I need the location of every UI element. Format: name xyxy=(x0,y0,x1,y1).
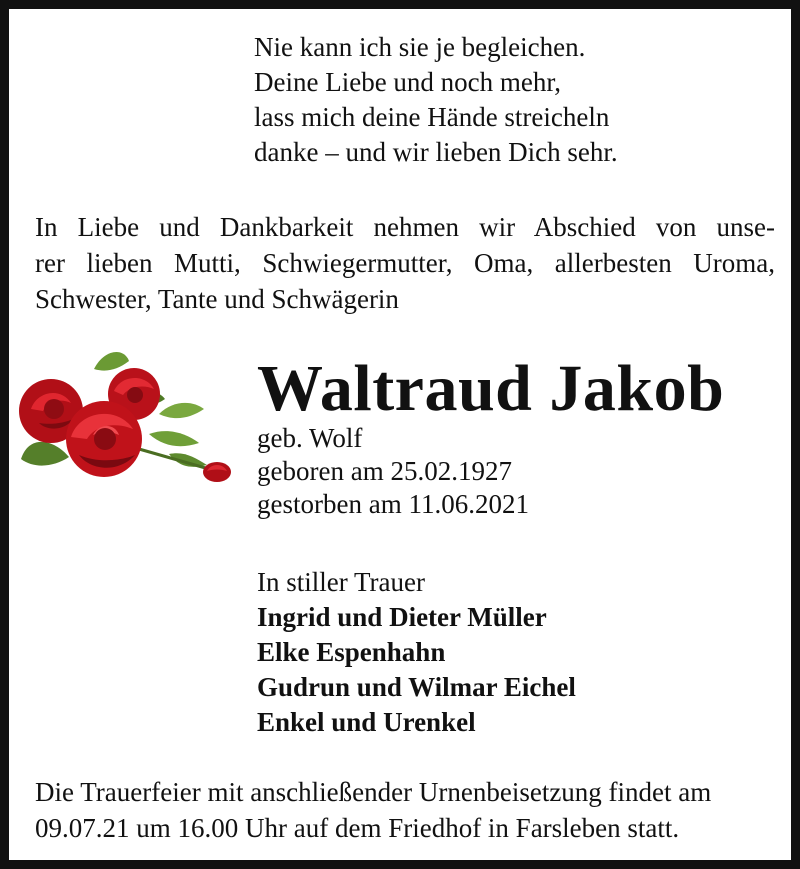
deceased-details xyxy=(257,422,529,521)
poem xyxy=(254,30,618,170)
mourner-name: Ingrid und Dieter Müller xyxy=(257,602,547,632)
farewell-line: rer lieben Mutti, Schwiegermutter, Oma, allerbesten Uroma, xyxy=(35,248,775,278)
farewell-line: In Liebe und Dankbarkeit nehmen wir Abschied von unse- xyxy=(35,212,775,242)
roses-image xyxy=(9,339,239,489)
mourner-name: Gudrun und Wilmar Eichel xyxy=(257,672,576,702)
mourners-block xyxy=(257,565,576,740)
service-line: Die Trauerfeier mit anschließender Urnenbeisetzung findet am xyxy=(35,777,712,807)
mourner-name: Enkel und Urenkel xyxy=(257,707,476,737)
birth-date: geboren am 25.02.1927 xyxy=(257,456,512,486)
mourner-name: Elke Espenhahn xyxy=(257,637,446,667)
mourning-heading: In stiller Trauer xyxy=(257,567,425,597)
death-date: gestorben am 11.06.2021 xyxy=(257,489,529,519)
poem-line: Nie kann ich sie je begleichen. xyxy=(254,32,586,62)
poem-line: danke – und wir lieben Dich sehr. xyxy=(254,137,618,167)
poem-line: lass mich deine Hände streicheln xyxy=(254,102,610,132)
service-info xyxy=(35,774,780,846)
poem-line: Deine Liebe und noch mehr, xyxy=(254,67,562,97)
farewell-text xyxy=(35,209,775,317)
service-line: 09.07.21 um 16.00 Uhr auf dem Friedhof in Farsleben statt. xyxy=(35,813,680,843)
maiden-name: geb. Wolf xyxy=(257,423,363,453)
farewell-line: Schwester, Tante und Schwägerin xyxy=(35,284,399,314)
deceased-name: Waltraud Jakob xyxy=(257,352,725,425)
